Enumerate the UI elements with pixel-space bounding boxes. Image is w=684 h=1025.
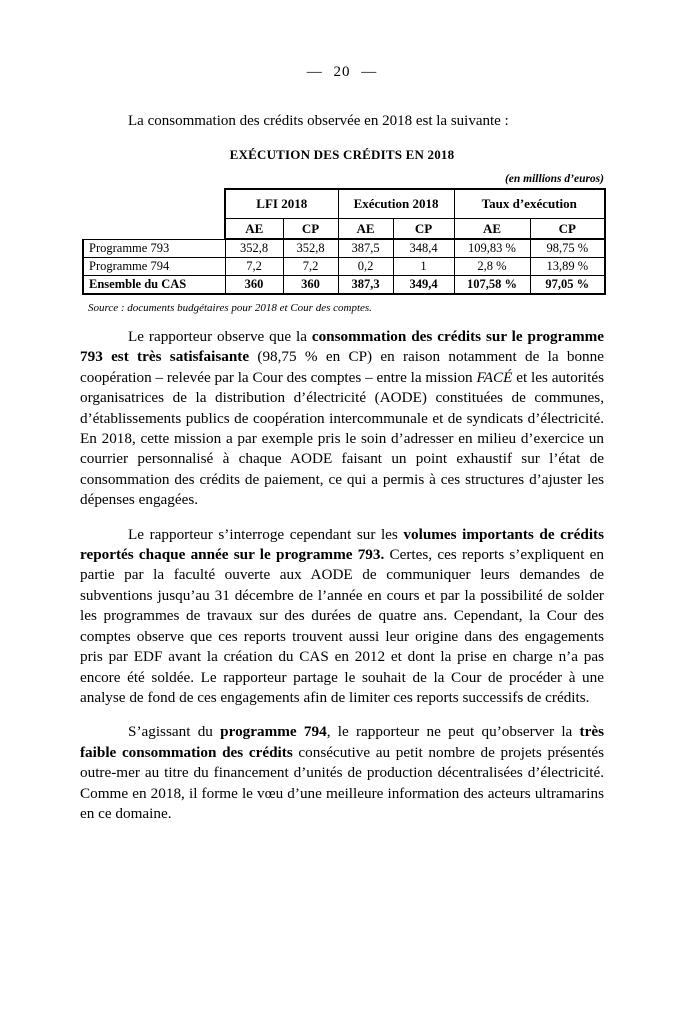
paragraph-programme-794: S’agissant du programme 794, le rapporteur ne peut qu’observer la très faible consommation des crédits consécutive au petit nombre de projets présentés outre-mer au titre du financement d’unités de production décentralisées d’électricité. Comme en 2018, il forme le vœu d’une meilleure information des acteurs ultramarins en ce domaine. <box>80 723 604 822</box>
units-note: (en millions d’euros) <box>504 173 604 185</box>
table-cell: 109,83 % <box>454 239 530 258</box>
table-cell: 387,3 <box>338 276 393 295</box>
table-cell: 387,5 <box>338 239 393 258</box>
paragraph-consommation-793: Le rapporteur observe que la consommation des crédits sur le programme 793 est très satisfaisante (98,75 % en CP) en raison notamment de la bonne coopération – relevée par la Cour des comptes – entre la mission FACÉ et les autorités organisatrices de la distribution d’électricité (AODE) constituées de communes, d’établissements publics de coopération intercommunale et de syndicats d’électricité. En 2018, cette mission a par exemple pris le soin d’adresser en milieu d’exercice un courrier personnalisé à chaque AODE faisant un point exhaustif sur l’état de consommation des crédits de paiement, ce qui a permis à ces structures d’ajuster les dépenses engagées. <box>80 328 605 509</box>
table-source-note: Source : documents budgétaires pour 2018 et Cour des comptes. <box>88 302 372 314</box>
paragraph-reports-credits: Le rapporteur s’interroge cependant sur les volumes importants de crédits reportés chaque année sur le programme 793. Certes, ces reports s’expliquent en partie par la faculté ouverte aux AODE de communiquer leurs demandes de subventions jusqu’au 31 décembre de l’année en cours et par la possibilité de solder les programmes de travaux sur des durées de quatre ans. Cependant, la Cour des comptes observe que ces reports trouvent aussi leur origine dans des engagements pris par EDF avant la création du CAS en 2012 et dont la prise en charge n’a pas encore été soldée. Le rapporteur partage le souhait de la Cour de procéder à une analyse de fond de ces engagements afin de limiter ces reports successifs de crédits. <box>80 525 605 706</box>
table-cell: 352,8 <box>225 239 283 258</box>
table-cell: 1 <box>393 258 454 276</box>
table-cell: 360 <box>225 276 283 295</box>
table-cell: 2,8 % <box>454 258 530 276</box>
subheader-lfi-ae: AE <box>225 219 283 240</box>
table-row-programme-793 <box>83 239 605 258</box>
row-label: Programme 793 <box>83 239 225 258</box>
col-group-lfi-2018: LFI 2018 <box>225 189 338 219</box>
table-title: EXÉCUTION DES CRÉDITS EN 2018 <box>229 147 455 162</box>
header-blank-cell <box>83 219 225 240</box>
row-label: Ensemble du CAS <box>83 276 225 295</box>
table-cell: 97,05 % <box>530 276 605 295</box>
table-header-subcolumns <box>83 219 605 240</box>
col-group-execution-2018: Exécution 2018 <box>338 189 454 219</box>
table-cell: 352,8 <box>283 239 338 258</box>
row-label: Programme 794 <box>83 258 225 276</box>
subheader-exec-ae: AE <box>338 219 393 240</box>
table-cell: 360 <box>283 276 338 295</box>
table-cell: 349,4 <box>393 276 454 295</box>
subheader-taux-cp: CP <box>530 219 605 240</box>
subheader-exec-cp: CP <box>393 219 454 240</box>
table-row-programme-794 <box>83 258 605 276</box>
subheader-taux-ae: AE <box>454 219 530 240</box>
table-cell: 107,58 % <box>454 276 530 295</box>
header-blank-cell <box>83 189 225 219</box>
table-cell: 0,2 <box>338 258 393 276</box>
col-group-taux-execution: Taux d’exécution <box>454 189 605 219</box>
page-number: — 20 — <box>306 64 378 80</box>
intro-paragraph: La consommation des crédits observée en 2018 est la suivante : <box>128 113 509 129</box>
body-text <box>80 327 604 824</box>
subheader-lfi-cp: CP <box>283 219 338 240</box>
table-cell: 7,2 <box>283 258 338 276</box>
table-cell: 13,89 % <box>530 258 605 276</box>
credits-execution-table <box>82 188 606 295</box>
table-cell: 348,4 <box>393 239 454 258</box>
table-row-ensemble-du-cas <box>83 276 605 295</box>
table-cell: 98,75 % <box>530 239 605 258</box>
table-cell: 7,2 <box>225 258 283 276</box>
table-header-groups <box>83 189 605 219</box>
